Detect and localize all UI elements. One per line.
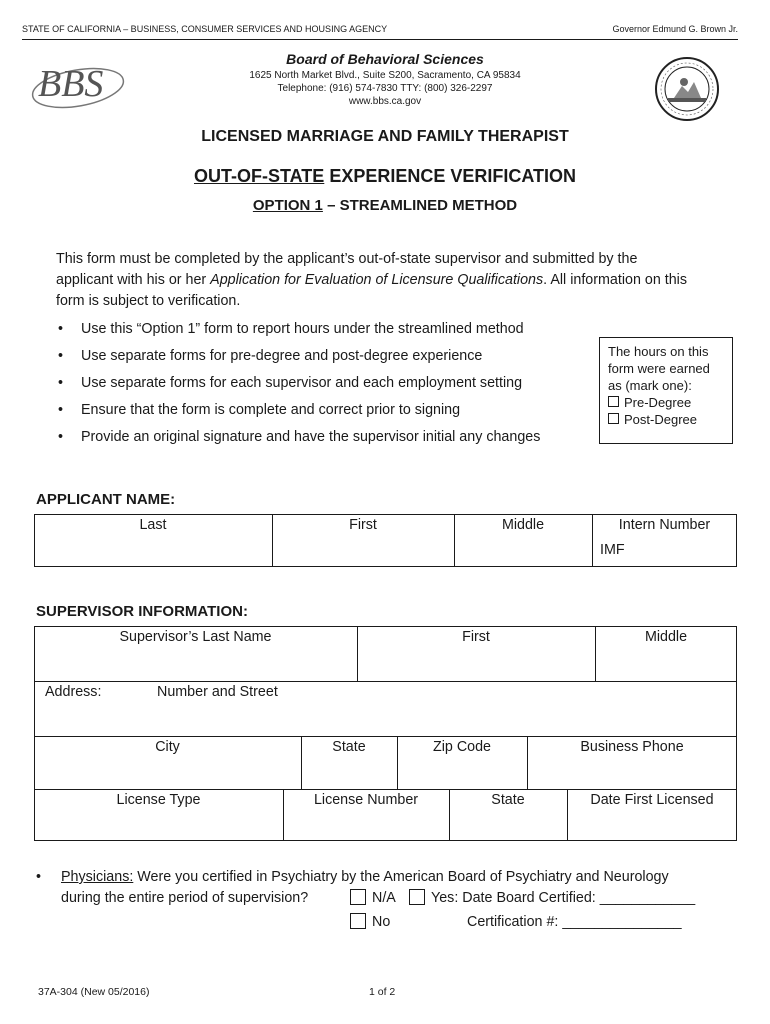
post-degree-option — [608, 411, 724, 428]
agency-header-bar — [22, 22, 738, 40]
supervisor-first-field[interactable]: First — [462, 629, 490, 645]
row-divider — [34, 789, 737, 790]
supervisor-info-table — [34, 626, 737, 841]
city-field[interactable]: City — [155, 739, 180, 755]
certification-number-field[interactable]: Certification #: _______________ — [467, 914, 682, 930]
physicians-bullet: • — [36, 869, 42, 885]
form-title-rest: EXPERIENCE VERIFICATION — [324, 166, 577, 186]
physicians-question-text: Were you certified in Psychiatry by the American Board of Psychiatry and Neurology — [133, 869, 669, 885]
applicant-name-heading: APPLICANT NAME: — [36, 491, 176, 508]
na-label: N/A — [372, 890, 396, 906]
no-label: No — [372, 914, 391, 930]
na-checkbox[interactable] — [350, 889, 366, 905]
post-degree-checkbox[interactable] — [608, 413, 619, 424]
hours-earned-text: The hours on this form were earned as (mark one): — [608, 344, 710, 393]
option-title-rest: – STREAMLINED METHOD — [322, 197, 518, 214]
state-seal-icon — [654, 56, 720, 122]
page-number: 1 of 2 — [369, 986, 396, 998]
license-state-field[interactable]: State — [491, 792, 525, 808]
row-divider — [34, 736, 737, 737]
na-option — [350, 887, 396, 909]
intern-number-field[interactable]: Intern Number — [618, 517, 711, 533]
yes-checkbox[interactable] — [409, 889, 425, 905]
intro-text-end: . All information on this form is subject to verification. — [56, 272, 688, 309]
pre-degree-option — [608, 394, 724, 411]
hours-earned-box — [599, 337, 733, 444]
form-number: 37A-304 (New 05/2016) — [38, 986, 150, 998]
instruction-list — [56, 320, 540, 455]
date-board-certified-field[interactable]: Yes: Date Board Certified: ____________ — [431, 890, 696, 906]
business-phone-field[interactable]: Business Phone — [580, 739, 684, 755]
intro-text: This form must be completed by the applicant’s out-of-state supervisor and submitted by the applicant with his or her — [56, 251, 638, 288]
applicant-last-field[interactable]: Last — [139, 517, 167, 533]
form-title — [0, 166, 770, 187]
zip-code-field[interactable]: Zip Code — [432, 739, 491, 755]
no-option — [350, 911, 390, 933]
post-degree-label: Post-Degree — [624, 412, 697, 427]
option-title — [0, 197, 770, 214]
board-address: 1625 North Market Blvd., Suite S200, Sacramento, CA 95834 — [249, 70, 521, 81]
agency-name: STATE OF CALIFORNIA – BUSINESS, CONSUMER SERVICES AND HOUSING AGENCY — [22, 24, 388, 34]
supervisor-middle-field[interactable]: Middle — [644, 629, 688, 645]
board-name: Board of Behavioral Sciences — [286, 51, 484, 67]
supervisor-info-heading: SUPERVISOR INFORMATION: — [36, 603, 248, 620]
board-phone: Telephone: (916) 574-7830 TTY: (800) 326-2297 — [277, 83, 493, 94]
physicians-question — [61, 866, 669, 888]
address-label: Address: — [45, 684, 102, 700]
instruction-item: • Use separate forms for each supervisor and each employment setting — [56, 374, 540, 401]
license-number-field[interactable]: License Number — [313, 792, 419, 808]
state-field[interactable]: State — [332, 739, 366, 755]
instruction-item: • Ensure that the form is complete and correct prior to signing — [56, 401, 540, 428]
pre-degree-checkbox[interactable] — [608, 396, 619, 407]
applicant-first-field[interactable]: First — [349, 517, 377, 533]
governor-name: Governor Edmund G. Brown Jr. — [612, 24, 738, 34]
row-divider — [34, 681, 737, 682]
number-street-field[interactable]: Number and Street — [157, 684, 278, 700]
imf-prefix: IMF — [600, 542, 625, 558]
supervisor-last-name-field[interactable]: Supervisor’s Last Name — [119, 629, 272, 645]
instruction-item: • Provide an original signature and have the supervisor initial any changes — [56, 428, 540, 455]
physicians-question-line2: during the entire period of supervision? — [61, 890, 309, 906]
instruction-item: • Use this “Option 1” form to report hours under the streamlined method — [56, 320, 540, 347]
form-title-underlined: OUT-OF-STATE — [193, 166, 325, 186]
date-first-licensed-field[interactable]: Date First Licensed — [590, 792, 714, 808]
intro-application-name: Application for Evaluation of Licensure Qualifications — [210, 272, 544, 288]
no-checkbox[interactable] — [350, 913, 366, 929]
yes-option — [409, 887, 695, 909]
applicant-middle-field[interactable]: Middle — [501, 517, 545, 533]
option-title-underlined: OPTION 1 — [252, 197, 323, 214]
license-type-field[interactable]: License Type — [116, 792, 201, 808]
pre-degree-label: Pre-Degree — [624, 395, 692, 410]
instruction-item: • Use separate forms for pre-degree and post-degree experience — [56, 347, 540, 374]
board-website: www.bbs.ca.gov — [348, 96, 422, 107]
license-title: LICENSED MARRIAGE AND FAMILY THERAPIST — [201, 128, 569, 145]
physicians-label: Physicians: — [61, 869, 134, 885]
svg-text:BBS: BBS — [38, 63, 104, 105]
intro-paragraph — [56, 249, 696, 312]
